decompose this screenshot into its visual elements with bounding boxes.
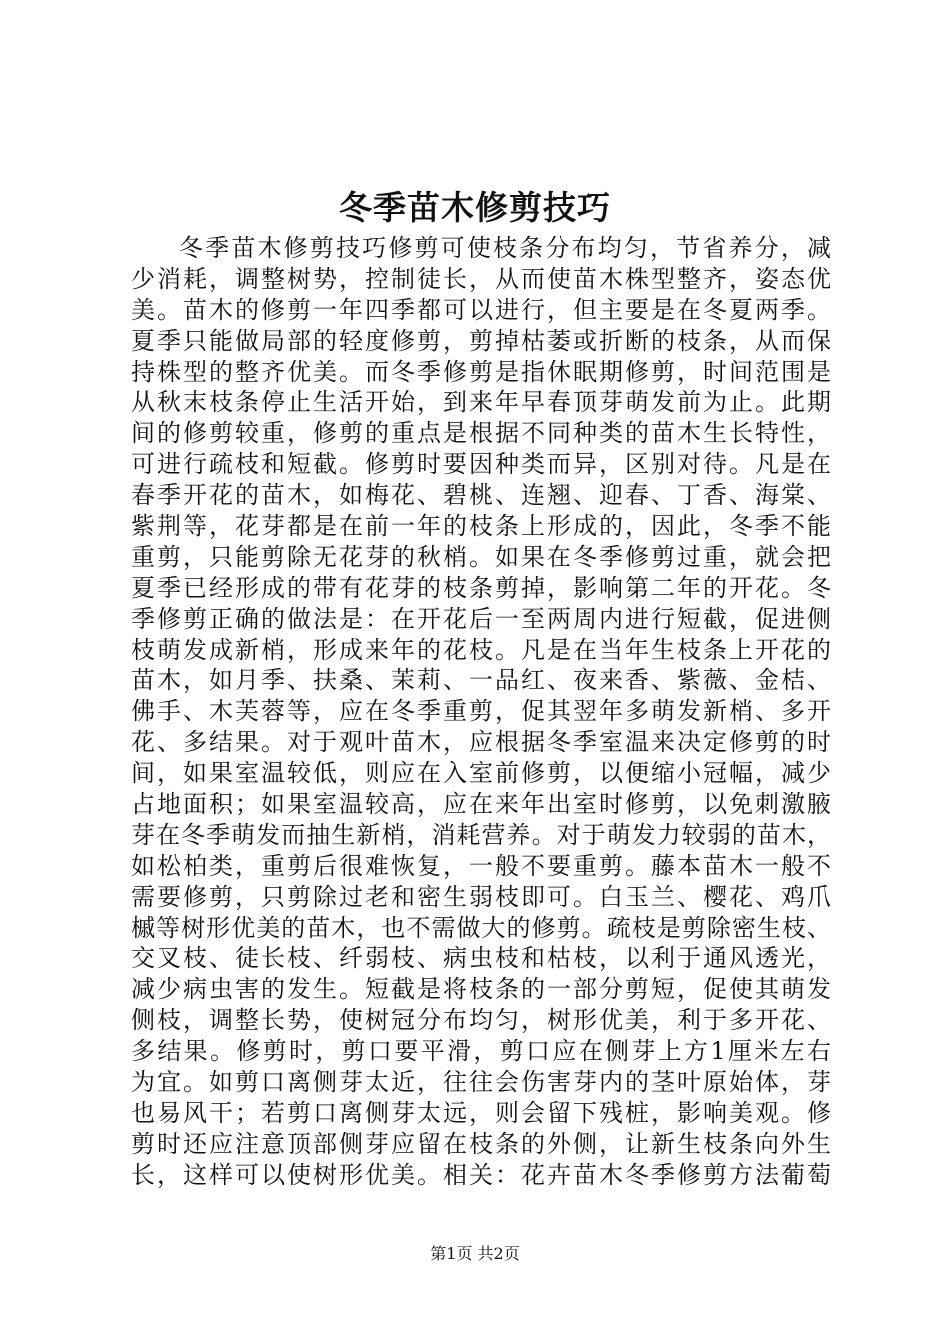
body-line: 间的修剪较重，修剪的重点是根据不同种类的苗木生长特性， bbox=[131, 419, 831, 448]
body-line: 槭等树形优美的苗木，也不需做大的修剪。疏枝是剪除密生枝、 bbox=[131, 913, 831, 942]
page-title: 冬季苗木修剪技巧 bbox=[339, 188, 611, 227]
body-line: 也易风干；若剪口离侧芽太远，则会留下残桩，影响美观。修 bbox=[131, 1098, 831, 1127]
body-line: 冬季苗木修剪技巧修剪可使枝条分布均匀，节省养分，减 bbox=[179, 234, 831, 262]
body-line: 剪时还应注意顶部侧芽应留在枝条的外侧，让新生枝条向外生 bbox=[131, 1129, 831, 1158]
body-line: 多结果。修剪时，剪口要平滑，剪口应在侧芽上方1厘米左右 bbox=[131, 1037, 831, 1066]
body-line: 芽在冬季萌发而抽生新梢，消耗营养。对于萌发力较弱的苗木， bbox=[131, 820, 831, 849]
body-line: 美。苗木的修剪一年四季都可以进行，但主要是在冬夏两季。 bbox=[131, 295, 831, 324]
body-line: 春季开花的苗木，如梅花、碧桃、连翘、迎春、丁香、海棠、 bbox=[131, 481, 831, 510]
body-line: 花、多结果。对于观叶苗木，应根据冬季室温来决定修剪的时 bbox=[131, 728, 831, 757]
body-line: 交叉枝、徒长枝、纤弱枝、病虫枝和枯枝，以利于通风透光， bbox=[131, 944, 831, 973]
body-line: 需要修剪，只剪除过老和密生弱枝即可。白玉兰、樱花、鸡爪 bbox=[131, 882, 831, 911]
body-line: 如松柏类，重剪后很难恢复，一般不要重剪。藤本苗木一般不 bbox=[131, 851, 831, 880]
body-line: 减少病虫害的发生。短截是将枝条的一部分剪短，促使其萌发 bbox=[131, 975, 831, 1004]
body-line: 为宜。如剪口离侧芽太近，往往会伤害芽内的茎叶原始体，芽 bbox=[131, 1068, 831, 1097]
body-line: 持株型的整齐优美。而冬季修剪是指休眠期修剪，时间范围是 bbox=[131, 357, 831, 386]
body-line: 侧枝，调整长势，使树冠分布均匀，树形优美，利于多开花、 bbox=[131, 1006, 831, 1035]
body-line: 季修剪正确的做法是：在开花后一至两周内进行短截，促进侧 bbox=[131, 604, 831, 633]
body-line: 枝萌发成新梢，形成来年的花枝。凡是在当年生枝条上开花的 bbox=[131, 635, 831, 664]
body-line: 重剪，只能剪除无花芽的秋梢。如果在冬季修剪过重，就会把 bbox=[131, 542, 831, 571]
body-line: 夏季已经形成的带有花芽的枝条剪掉，影响第二年的开花。冬 bbox=[131, 573, 831, 602]
body-text bbox=[131, 233, 831, 1191]
body-line: 夏季只能做局部的轻度修剪，剪掉枯萎或折断的枝条，从而保 bbox=[131, 326, 831, 355]
body-line: 佛手、木芙蓉等，应在冬季重剪，促其翌年多萌发新梢、多开 bbox=[131, 697, 831, 726]
page-number-footer: 第1页 共2页 bbox=[430, 1244, 520, 1263]
body-line: 长，这样可以使树形优美。相关：花卉苗木冬季修剪方法葡萄 bbox=[131, 1160, 831, 1189]
body-line: 紫荆等，花芽都是在前一年的枝条上形成的，因此，冬季不能 bbox=[131, 512, 831, 541]
body-line: 少消耗，调整树势，控制徒长，从而使苗木株型整齐，姿态优 bbox=[131, 264, 831, 293]
body-line: 苗木，如月季、扶桑、茉莉、一品红、夜来香、紫薇、金桔、 bbox=[131, 666, 831, 695]
body-line: 可进行疏枝和短截。修剪时要因种类而异，区别对待。凡是在 bbox=[131, 450, 831, 479]
body-line: 从秋末枝条停止生活开始，到来年早春顶芽萌发前为止。此期 bbox=[131, 388, 831, 417]
body-line: 间，如果室温较低，则应在入室前修剪，以便缩小冠幅，减少 bbox=[131, 759, 831, 788]
body-line: 占地面积；如果室温较高，应在来年出室时修剪，以免刺激腋 bbox=[131, 790, 831, 819]
